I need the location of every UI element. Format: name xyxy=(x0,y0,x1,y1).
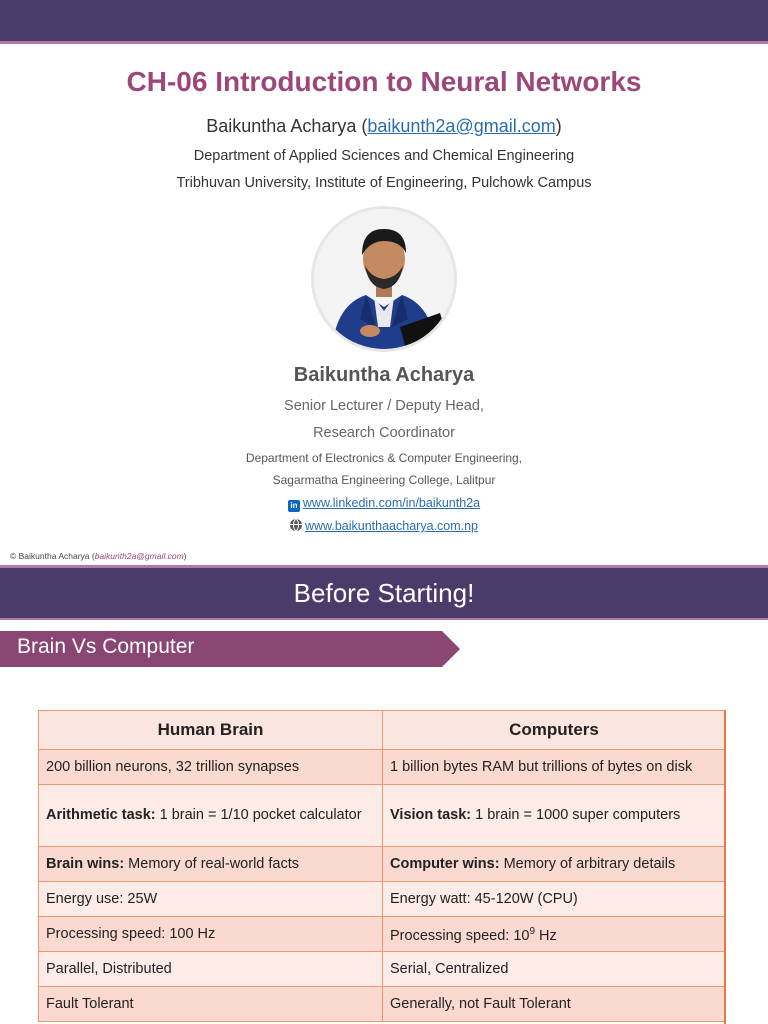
cell-label: Brain wins: xyxy=(46,855,125,872)
cell-text-tail: Hz xyxy=(535,927,557,944)
table-cell xyxy=(383,847,726,882)
cell-text: Processing speed: 100 Hz xyxy=(46,925,216,942)
cell-text: Energy use: 25W xyxy=(46,890,158,907)
table-cell xyxy=(39,882,383,917)
header-human-brain: Human Brain xyxy=(39,711,383,750)
cell-text: Memory of real-world facts xyxy=(124,855,300,872)
university-line: Tribhuvan University, Institute of Engineering, Pulchowk Campus xyxy=(176,175,592,191)
slide1-header-bar xyxy=(0,0,768,44)
cell-text: 200 billion neurons, 32 trillion synapses xyxy=(46,758,300,775)
cell-text: Generally, not Fault Tolerant xyxy=(390,995,571,1012)
cell-text: Serial, Centralized xyxy=(390,960,509,977)
cell-text: 1 billion bytes RAM but trillions of bytes on disk xyxy=(390,758,693,775)
table-cell xyxy=(383,785,726,847)
table-cell xyxy=(383,882,726,917)
slide-title: CH-06 Introduction to Neural Networks xyxy=(126,66,642,97)
table-cell xyxy=(39,917,383,952)
copyright-suffix: ) xyxy=(183,551,187,561)
table-header-row xyxy=(39,711,726,750)
table-row xyxy=(39,785,726,847)
cell-text: 1 brain = 1/10 pocket calculator xyxy=(155,807,362,823)
copyright-note xyxy=(10,551,187,561)
bio-name: Baikuntha Acharya xyxy=(293,364,475,386)
cell-label: Arithmetic task: xyxy=(46,807,156,823)
table-cell xyxy=(39,987,383,1022)
globe-icon xyxy=(290,519,302,531)
cell-label: Vision task: xyxy=(390,807,472,823)
author-name: Baikuntha Acharya xyxy=(206,116,357,136)
cell-text: Memory of arbitrary details xyxy=(499,855,676,872)
table-row xyxy=(39,987,726,1022)
table-row xyxy=(39,847,726,882)
presenter-photo xyxy=(314,209,454,349)
author-line: Baikuntha Acharya (baikunth2a@gmail.com) xyxy=(206,116,562,136)
table-cell xyxy=(39,750,383,785)
table-row xyxy=(39,750,726,785)
avatar xyxy=(311,206,457,352)
section-title: Before Starting! xyxy=(293,578,475,608)
bio-role-line2: Research Coordinator xyxy=(313,425,455,441)
table-row xyxy=(39,917,726,952)
linkedin-row xyxy=(0,496,768,512)
cell-text: Processing speed: 10 xyxy=(390,927,530,944)
table-cell xyxy=(383,917,726,952)
header-computers: Computers xyxy=(383,711,726,750)
website-link[interactable]: www.baikunthaacharya.com.np xyxy=(304,519,478,533)
table-cell xyxy=(39,952,383,987)
table-right-edge xyxy=(724,710,726,1024)
author-email-link[interactable]: baikunth2a@gmail.com xyxy=(367,116,556,136)
table-cell xyxy=(383,987,726,1022)
cell-label: Computer wins: xyxy=(390,855,500,872)
table-row xyxy=(39,882,726,917)
table-cell xyxy=(383,750,726,785)
bio-college: Sagarmatha Engineering College, Lalitpur xyxy=(272,473,496,487)
copyright-prefix: © Baikuntha Acharya ( xyxy=(10,551,95,561)
bio-role-line1: Senior Lecturer / Deputy Head, xyxy=(284,398,484,414)
table-cell xyxy=(383,952,726,987)
table-row xyxy=(39,952,726,987)
comparison-table xyxy=(38,710,726,1022)
cell-text: Fault Tolerant xyxy=(46,995,134,1012)
cell-text: Parallel, Distributed xyxy=(46,960,172,977)
cell-text: Energy watt: 45-120W (CPU) xyxy=(390,890,578,907)
department-line: Department of Applied Sciences and Chemical Engineering xyxy=(193,148,575,164)
table-cell xyxy=(39,847,383,882)
cell-text: 1 brain = 1000 super computers xyxy=(471,807,681,823)
website-row xyxy=(0,519,768,533)
table-cell xyxy=(39,785,383,847)
linkedin-link[interactable]: www.linkedin.com/in/baikunth2a xyxy=(302,496,481,510)
topic-banner-label: Brain Vs Computer xyxy=(17,635,195,658)
linkedin-icon: in xyxy=(288,500,300,512)
bio-department: Department of Electronics & Computer Engineering, xyxy=(245,451,523,465)
cell-superscript: 9 xyxy=(529,926,536,938)
copyright-email: baikunth2a@gmail.com xyxy=(94,551,184,561)
